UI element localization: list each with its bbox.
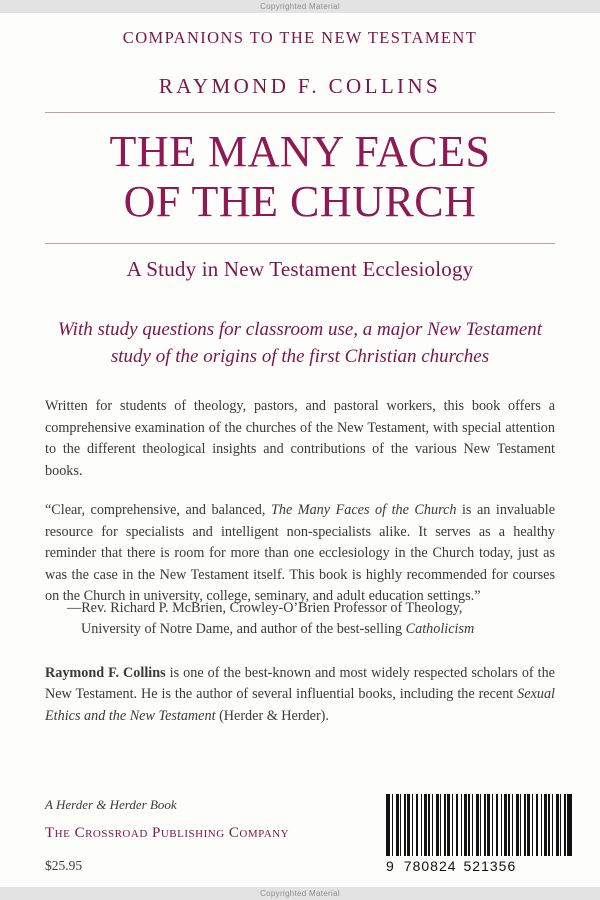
author-bio-part-2: (Herder & Herder). bbox=[215, 707, 329, 724]
book-title-line-1: THE MANY FACES bbox=[109, 127, 491, 176]
book-subtitle: A Study in New Testament Ecclesiology bbox=[126, 257, 474, 281]
attribution-line-1: —Rev. Richard P. McBrien, Crowley-O’Brien Professor of Theology, bbox=[67, 599, 463, 616]
back-cover-copy bbox=[45, 396, 555, 608]
copyright-watermark-bottom-label: Copyrighted Material bbox=[260, 889, 340, 898]
barcode-icon bbox=[386, 794, 572, 856]
author-bio-book-title: Sexual Ethics and the New Testament bbox=[45, 686, 555, 724]
attribution-book-title: Catholicism bbox=[405, 621, 475, 637]
price-label: $25.95 bbox=[45, 858, 83, 873]
review-text-part-2: is an invaluable resource for specialists and intelligent non-specialists alike. It serves as a healthy reminder that there is room for more than one ecclesiology in the Church today, just as was the case in the New Testament itself. This book is highly recommended for courses on the Church in university, college, seminary, and adult education settings.” bbox=[45, 502, 555, 604]
author-bio bbox=[45, 663, 555, 728]
review-text-part-1: “Clear, comprehensive, and balanced, bbox=[45, 502, 271, 518]
review-book-title: The Many Faces of the Church bbox=[270, 502, 457, 518]
author-name: RAYMOND F. COLLINS bbox=[158, 74, 442, 98]
isbn-group-1: 780824 bbox=[403, 858, 457, 874]
publisher-name: The Crossroad Publishing Company bbox=[45, 825, 290, 841]
review-paragraph bbox=[45, 500, 555, 608]
publisher-block bbox=[45, 797, 375, 874]
isbn-digits bbox=[386, 858, 576, 874]
description-paragraph: Written for students of theology, pastors, and pastoral workers, this book offers a comprehensive examination of the churches of the New Testament, with special attention to the different theological insights and contributions of the various New Testament books. bbox=[45, 398, 555, 479]
barcode-block bbox=[386, 794, 576, 874]
copyright-watermark-bottom bbox=[0, 887, 600, 900]
cover-content bbox=[45, 18, 555, 727]
copyright-watermark-top bbox=[0, 0, 600, 13]
author-bio-paragraph bbox=[45, 663, 555, 728]
attribution-line-2-text: University of Notre Dame, and author of the best-selling bbox=[81, 621, 406, 637]
marketing-blurb: With study questions for classroom use, a major New Testament study of the origins of the first Christian churches bbox=[57, 319, 543, 367]
isbn-group-2: 521356 bbox=[463, 858, 517, 874]
author-bio-part-1: is one of the best-known and most widely respected scholars of the New Testament. He is the author of several influential books, including the recent bbox=[45, 664, 555, 702]
divider-rule-bottom bbox=[45, 243, 555, 244]
copyright-watermark-top-label: Copyrighted Material bbox=[260, 2, 340, 11]
book-title bbox=[45, 127, 555, 227]
imprint-line: A Herder & Herder Book bbox=[45, 797, 177, 812]
isbn-lead-digit: 9 bbox=[386, 858, 395, 874]
divider-rule-top bbox=[45, 112, 555, 113]
author-bio-name: Raymond F. Collins bbox=[45, 664, 166, 681]
series-title: COMPANIONS TO THE NEW TESTAMENT bbox=[122, 28, 478, 47]
book-title-line-2: OF THE CHURCH bbox=[123, 177, 477, 226]
attribution-line-2 bbox=[67, 619, 555, 641]
